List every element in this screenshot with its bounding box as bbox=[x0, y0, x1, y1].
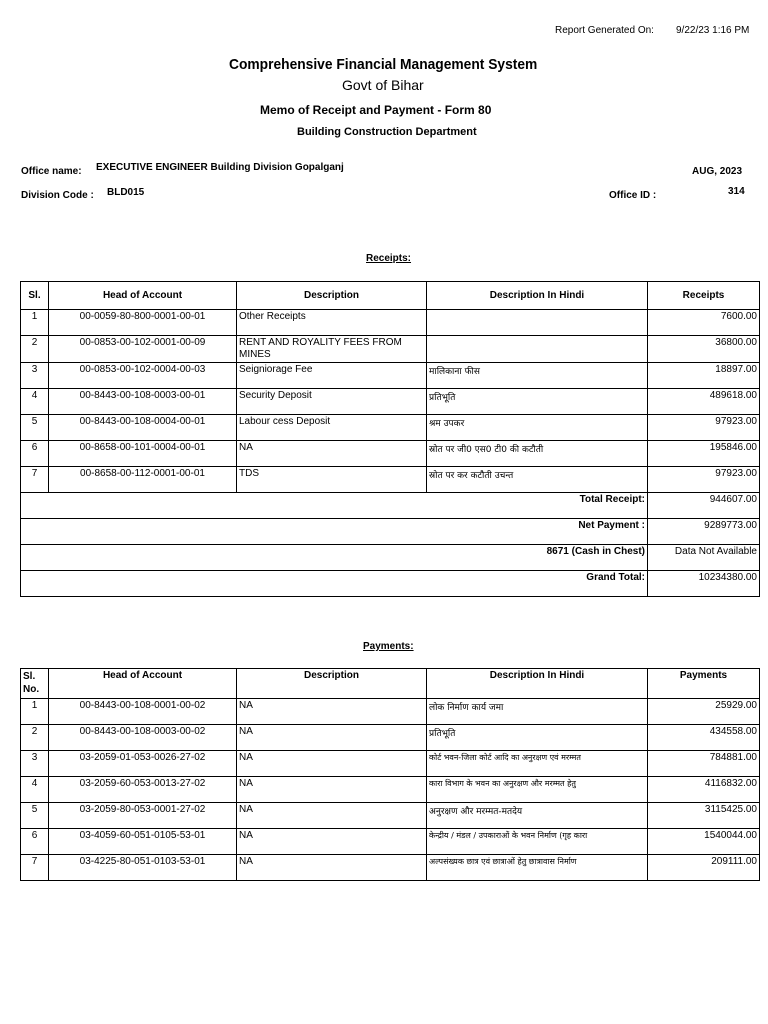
table-row bbox=[21, 467, 760, 493]
summary-value: 9289773.00 bbox=[648, 519, 760, 545]
table-row bbox=[21, 777, 760, 803]
row-sl: 5 bbox=[21, 803, 49, 829]
col-sl: Sl. bbox=[21, 282, 49, 310]
row-hindi: श्रम उपकर bbox=[427, 415, 648, 441]
summary-label: 8671 (Cash in Chest) bbox=[21, 545, 648, 571]
table-row bbox=[21, 310, 760, 336]
memo-title: Memo of Receipt and Payment - Form 80 bbox=[260, 103, 492, 117]
row-desc: Labour cess Deposit bbox=[237, 415, 427, 441]
row-head: 03-2059-01-053-0026-27-02 bbox=[49, 751, 237, 777]
row-desc: NA bbox=[237, 441, 427, 467]
row-amount: 25929.00 bbox=[648, 699, 760, 725]
row-sl: 2 bbox=[21, 336, 49, 363]
division-code-value: BLD015 bbox=[107, 187, 145, 198]
row-amount: 3115425.00 bbox=[648, 803, 760, 829]
office-name-value: EXECUTIVE ENGINEER Building Division Gopalganj bbox=[96, 162, 344, 173]
row-sl: 3 bbox=[21, 751, 49, 777]
report-generated-label: Report Generated On: bbox=[555, 25, 654, 36]
row-amount: 489618.00 bbox=[648, 389, 760, 415]
row-sl: 3 bbox=[21, 363, 49, 389]
row-sl: 7 bbox=[21, 855, 49, 881]
row-hindi: स्रोत पर कर कटौती उचन्त bbox=[427, 467, 648, 493]
row-desc: NA bbox=[237, 803, 427, 829]
row-head: 00-0853-00-102-0001-00-09 bbox=[49, 336, 237, 363]
row-desc: Security Deposit bbox=[237, 389, 427, 415]
col-desc: Description bbox=[237, 669, 427, 699]
department-title: Building Construction Department bbox=[297, 126, 477, 138]
receipts-title: Receipts: bbox=[366, 253, 412, 264]
row-head: 00-0059-80-800-0001-00-01 bbox=[49, 310, 237, 336]
row-hindi: प्रतिभूति bbox=[427, 725, 648, 751]
row-desc: Other Receipts bbox=[237, 310, 427, 336]
summary-label: Net Payment : bbox=[21, 519, 648, 545]
office-id-value: 314 bbox=[728, 186, 745, 197]
division-code-label: Division Code : bbox=[21, 190, 94, 201]
report-generated-value: 9/22/23 1:16 PM bbox=[676, 25, 750, 36]
row-amount: 784881.00 bbox=[648, 751, 760, 777]
summary-value: 944607.00 bbox=[648, 493, 760, 519]
row-amount: 36800.00 bbox=[648, 336, 760, 363]
row-hindi: केन्द्रीय / मंडल / उपकाराओं के भवन निर्माण (गृह कारा bbox=[427, 829, 648, 855]
row-hindi: अल्पसंख्यक छात्र एवं छात्राओं हेतु छात्रावास निर्माण bbox=[427, 855, 648, 881]
row-head: 03-4225-80-051-0103-53-01 bbox=[49, 855, 237, 881]
summary-value: 10234380.00 bbox=[648, 571, 760, 597]
row-amount: 1540044.00 bbox=[648, 829, 760, 855]
system-title: Comprehensive Financial Management System bbox=[229, 56, 538, 73]
row-hindi: स्रोत पर जी0 एस0 टी0 की कटौती bbox=[427, 441, 648, 467]
row-desc: NA bbox=[237, 855, 427, 881]
table-row bbox=[21, 441, 760, 467]
row-desc: Seigniorage Fee bbox=[237, 363, 427, 389]
row-desc: NA bbox=[237, 751, 427, 777]
row-desc: RENT AND ROYALITY FEES FROM MINES bbox=[237, 336, 427, 363]
col-head: Head of Account bbox=[49, 669, 237, 699]
row-head: 00-0853-00-102-0004-00-03 bbox=[49, 363, 237, 389]
receipts-table bbox=[20, 281, 760, 597]
row-head: 00-8443-00-108-0003-00-02 bbox=[49, 725, 237, 751]
row-head: 03-4059-60-051-0105-53-01 bbox=[49, 829, 237, 855]
row-hindi: अनुरक्षण और मरम्मत-मतदेय bbox=[427, 803, 648, 829]
summary-row-net-payment bbox=[21, 519, 760, 545]
receipts-header-row bbox=[21, 282, 760, 310]
row-amount: 4116832.00 bbox=[648, 777, 760, 803]
row-hindi: कारा विभाग के भवन का अनुरक्षण और मरम्मत हेतु bbox=[427, 777, 648, 803]
row-sl: 1 bbox=[21, 699, 49, 725]
table-row bbox=[21, 336, 760, 363]
row-amount: 209111.00 bbox=[648, 855, 760, 881]
table-row bbox=[21, 803, 760, 829]
table-row bbox=[21, 363, 760, 389]
table-row bbox=[21, 699, 760, 725]
row-head: 03-2059-80-053-0001-27-02 bbox=[49, 803, 237, 829]
col-sl: Sl. No. bbox=[21, 669, 49, 699]
summary-row-grand-total bbox=[21, 571, 760, 597]
row-head: 00-8443-00-108-0003-00-01 bbox=[49, 389, 237, 415]
row-hindi bbox=[427, 336, 648, 363]
office-name-label: Office name: bbox=[21, 166, 82, 177]
summary-label: Total Receipt: bbox=[21, 493, 648, 519]
row-hindi: लोक निर्माण कार्य जमा bbox=[427, 699, 648, 725]
table-row bbox=[21, 855, 760, 881]
row-desc: NA bbox=[237, 725, 427, 751]
col-hindi: Description In Hindi bbox=[427, 669, 648, 699]
row-sl: 1 bbox=[21, 310, 49, 336]
row-sl: 6 bbox=[21, 829, 49, 855]
row-hindi: कोर्ट भवन-जिला कोर्ट आदि का अनुरक्षण एवं मरम्मत bbox=[427, 751, 648, 777]
col-amount: Payments bbox=[648, 669, 760, 699]
row-amount: 195846.00 bbox=[648, 441, 760, 467]
payments-header-row bbox=[21, 669, 760, 699]
payments-title: Payments: bbox=[363, 641, 414, 652]
row-desc: NA bbox=[237, 829, 427, 855]
row-amount: 434558.00 bbox=[648, 725, 760, 751]
payments-table bbox=[20, 668, 760, 881]
summary-label: Grand Total: bbox=[21, 571, 648, 597]
col-amount: Receipts bbox=[648, 282, 760, 310]
row-desc: TDS bbox=[237, 467, 427, 493]
row-head: 03-2059-60-053-0013-27-02 bbox=[49, 777, 237, 803]
row-amount: 97923.00 bbox=[648, 415, 760, 441]
row-sl: 4 bbox=[21, 777, 49, 803]
row-head: 00-8443-00-108-0001-00-02 bbox=[49, 699, 237, 725]
table-row bbox=[21, 389, 760, 415]
row-sl: 5 bbox=[21, 415, 49, 441]
row-sl: 7 bbox=[21, 467, 49, 493]
row-amount: 7600.00 bbox=[648, 310, 760, 336]
table-row bbox=[21, 415, 760, 441]
row-hindi bbox=[427, 310, 648, 336]
row-head: 00-8658-00-101-0004-00-01 bbox=[49, 441, 237, 467]
row-hindi: प्रतिभूति bbox=[427, 389, 648, 415]
row-sl: 6 bbox=[21, 441, 49, 467]
office-id-label: Office ID : bbox=[609, 190, 657, 201]
summary-row-total-receipt bbox=[21, 493, 760, 519]
row-sl: 4 bbox=[21, 389, 49, 415]
summary-value: Data Not Available bbox=[648, 545, 760, 571]
row-head: 00-8443-00-108-0004-00-01 bbox=[49, 415, 237, 441]
table-row bbox=[21, 829, 760, 855]
col-head: Head of Account bbox=[49, 282, 237, 310]
summary-row-cash-in-chest bbox=[21, 545, 760, 571]
row-amount: 18897.00 bbox=[648, 363, 760, 389]
row-hindi: मालिकाना फीस bbox=[427, 363, 648, 389]
govt-title: Govt of Bihar bbox=[342, 77, 424, 93]
row-amount: 97923.00 bbox=[648, 467, 760, 493]
row-head: 00-8658-00-112-0001-00-01 bbox=[49, 467, 237, 493]
table-row bbox=[21, 725, 760, 751]
col-hindi: Description In Hindi bbox=[427, 282, 648, 310]
table-row bbox=[21, 751, 760, 777]
col-desc: Description bbox=[237, 282, 427, 310]
row-sl: 2 bbox=[21, 725, 49, 751]
period: AUG, 2023 bbox=[692, 166, 743, 177]
row-desc: NA bbox=[237, 777, 427, 803]
row-desc: NA bbox=[237, 699, 427, 725]
